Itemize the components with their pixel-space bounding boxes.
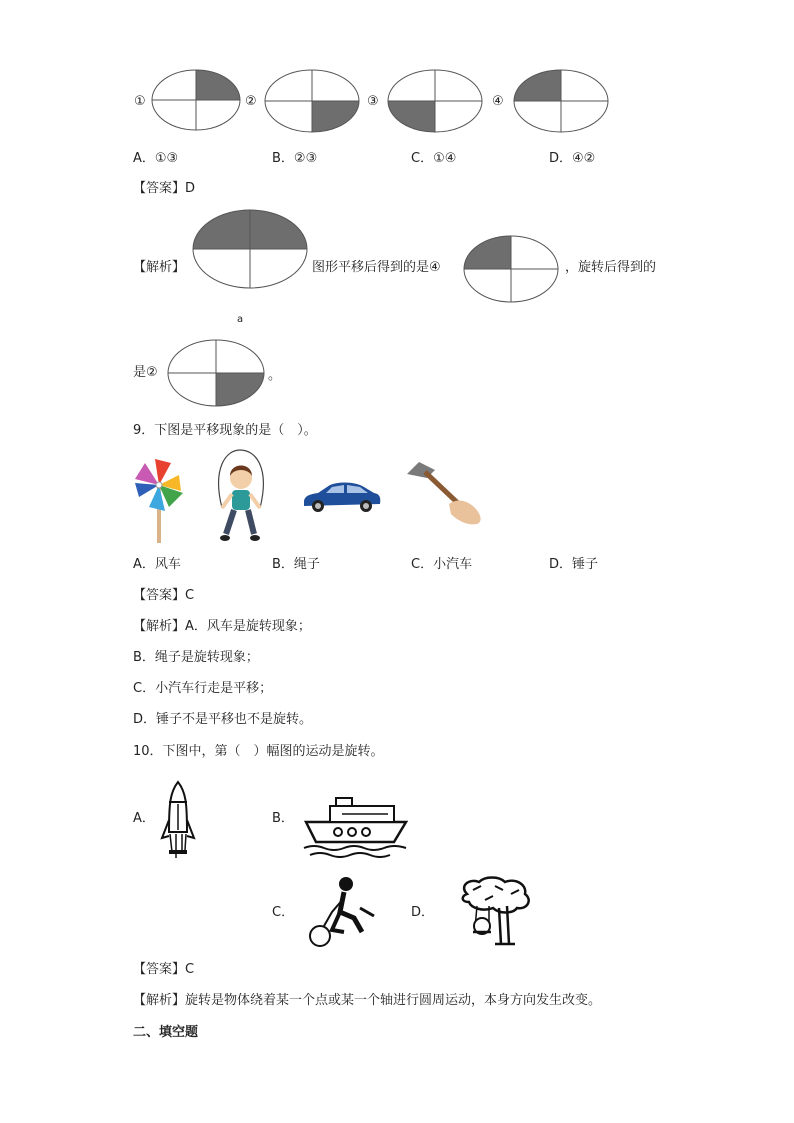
option-4-label: ④ bbox=[492, 94, 504, 109]
q8-explain-mid: 图形平移后得到的是④ bbox=[312, 260, 441, 275]
q9-explain-line-2: B．绳子是旋转现象； bbox=[133, 650, 259, 665]
choice-b: B．②③ bbox=[272, 151, 318, 166]
q8-explain-tail: ，旋转后得到的 bbox=[565, 260, 657, 275]
tree-swing-image bbox=[455, 876, 537, 948]
choice-d: D．④② bbox=[549, 151, 596, 166]
q9-option-c: C．小汽车 bbox=[411, 557, 473, 572]
q9-option-d: D．锤子 bbox=[549, 557, 599, 572]
boy-jump-rope-image bbox=[212, 448, 270, 546]
option-1-label: ① bbox=[134, 94, 146, 109]
explain-rotated-figure bbox=[167, 338, 265, 408]
option-2-label: ② bbox=[245, 94, 257, 109]
boat-image bbox=[302, 792, 410, 860]
q9-answer: 【答案】C bbox=[133, 588, 195, 603]
ellipse-figure-3 bbox=[387, 68, 483, 134]
q10-label-a: A． bbox=[133, 811, 155, 826]
q9-option-a: A．风车 bbox=[133, 557, 181, 572]
q10-answer: 【答案】C bbox=[133, 962, 195, 977]
car-image bbox=[300, 478, 382, 516]
explain-original-figure bbox=[192, 208, 308, 290]
q8-explain-line2-suffix: 。 bbox=[268, 368, 282, 383]
q8-answer: 【答案】D bbox=[133, 181, 196, 196]
q10-title: 10．下图中，第（ ）幅图的运动是旋转。 bbox=[133, 744, 384, 759]
q10-label-b: B． bbox=[272, 811, 294, 826]
option-3-label: ③ bbox=[367, 94, 379, 109]
explain-translated-figure bbox=[463, 234, 559, 304]
pinwheel-image bbox=[132, 455, 188, 545]
choice-a: A．①③ bbox=[133, 151, 179, 166]
q9-title: 9．下图是平移现象的是（ ）。 bbox=[133, 423, 317, 438]
hammer-image bbox=[405, 458, 485, 530]
ellipse-figure-2 bbox=[264, 68, 360, 134]
q10-label-c: C． bbox=[272, 905, 295, 920]
rocket-image bbox=[160, 780, 196, 862]
stray-mark: a bbox=[237, 314, 244, 325]
q9-explain-line-1: 【解析】A．风车是旋转现象； bbox=[133, 619, 311, 634]
section-heading: 二、填空题 bbox=[133, 1025, 199, 1040]
q10-explain: 【解析】旋转是物体绕着某一个点或某一个轴进行圆周运动，本身方向发生改变。 bbox=[133, 993, 602, 1008]
ellipse-figure-1 bbox=[151, 68, 241, 132]
choice-c: C．①④ bbox=[411, 151, 457, 166]
child-rolling-hoop-image bbox=[304, 872, 380, 948]
q10-label-d: D． bbox=[411, 905, 435, 920]
q8-explain-line2-prefix: 是② bbox=[133, 365, 158, 380]
q9-explain-line-4: D．锤子不是平移也不是旋转。 bbox=[133, 712, 313, 727]
q9-explain-line-3: C．小汽车行走是平移； bbox=[133, 681, 273, 696]
ellipse-figure-4 bbox=[513, 68, 609, 134]
q9-option-b: B．绳子 bbox=[272, 557, 320, 572]
q8-explain-prefix: 【解析】 bbox=[133, 260, 186, 275]
